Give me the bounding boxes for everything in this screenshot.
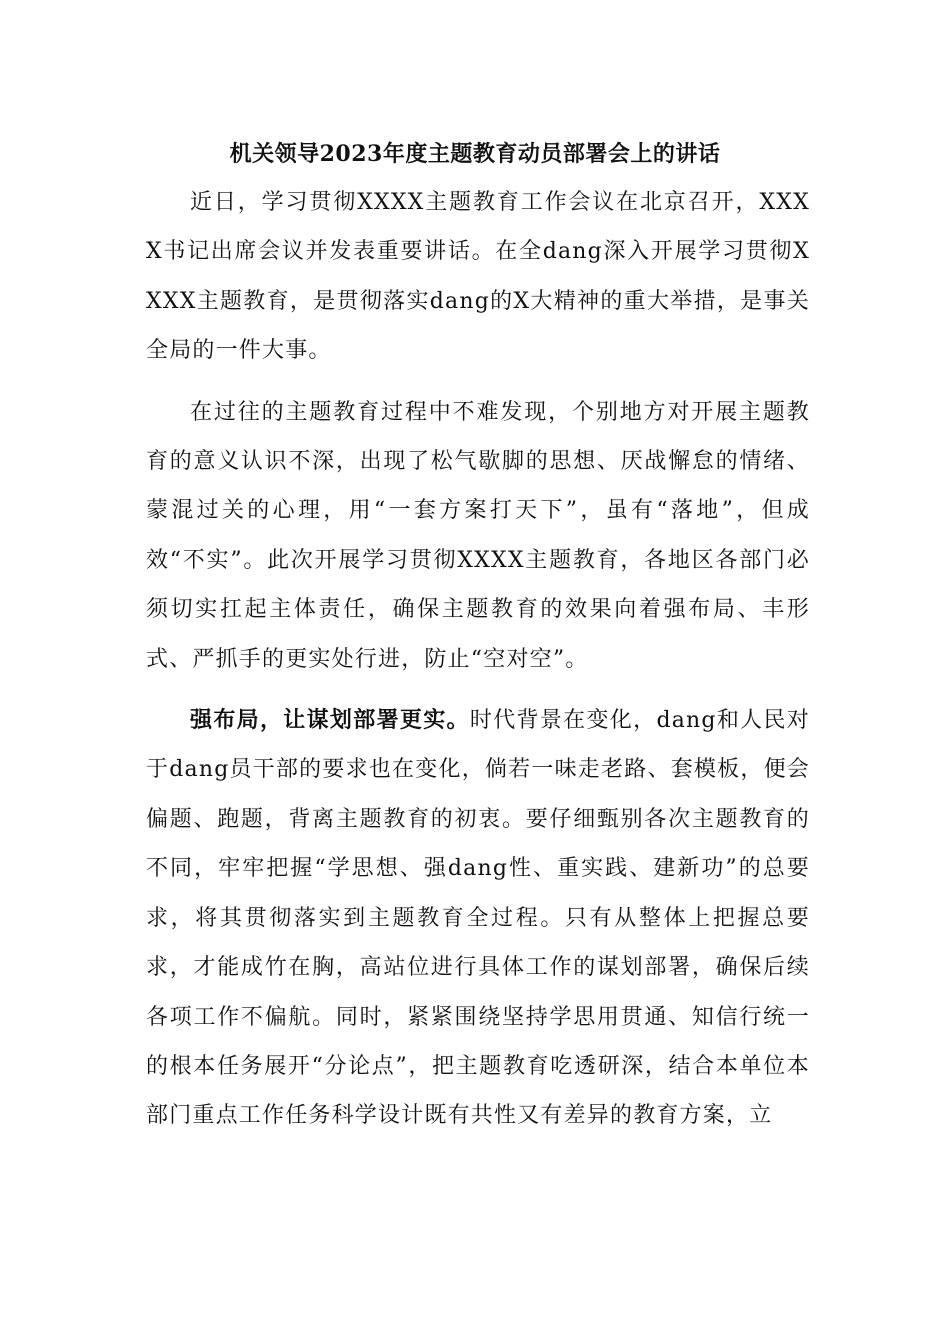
document-body xyxy=(146,178,810,1141)
paragraph-strong-layout xyxy=(146,696,810,1141)
paragraph-intro xyxy=(146,178,810,376)
document-title: 机关领导2023年度主题教育动员部署会上的讲话 xyxy=(229,141,721,167)
paragraph-lead: 强布局，让谋划部署更实。 xyxy=(190,707,470,734)
paragraph-text: 近日，学习贯彻XXXX主题教育工作会议在北京召开，XXXX书记出席会议并发表重要讲话。在全dang深入开展学习贯彻XXXX主题教育，是贯彻落实dang的X大精神的重大举措，是事关全局的一件大事。 xyxy=(146,190,810,364)
paragraph-text: 在过往的主题教育过程中不难发现，个别地方对开展主题教育的意义认识不深，出现了松气歇脚的思想、厌战懈怠的情绪、蒙混过关的心理，用“一套方案打天下”，虽有“落地”，但成效“不实”。此次开展学习贯彻XXXX主题教育，各地区各部门必须切实扛起主体责任，确保主题教育的效果向着强布局、丰形式、严抓手的更实处行进，防止“空对空”。 xyxy=(146,399,810,672)
paragraph-text: 时代背景在变化，dang和人民对于dang员干部的要求也在变化，倘若一味走老路、套模板，便会偏题、跑题，背离主题教育的初衷。要仔细甄别各次主题教育的不同，牢牢把握“学思想、强dang性、重实践、建新功”的总要求，将其贯彻落实到主题教育全过程。只有从整体上把握总要求，才能成竹在胸，高站位进行具体工作的谋划部署，确保后续各项工作不偏航。同时，紧紧围绕坚持学思用贯通、知信行统一的根本任务展开“分论点”，把主题教育吃透研深，结合本单位本部门重点工作任务科学设计既有共性又有差异的教育方案，立 xyxy=(146,708,810,1129)
paragraph-background xyxy=(146,388,810,684)
